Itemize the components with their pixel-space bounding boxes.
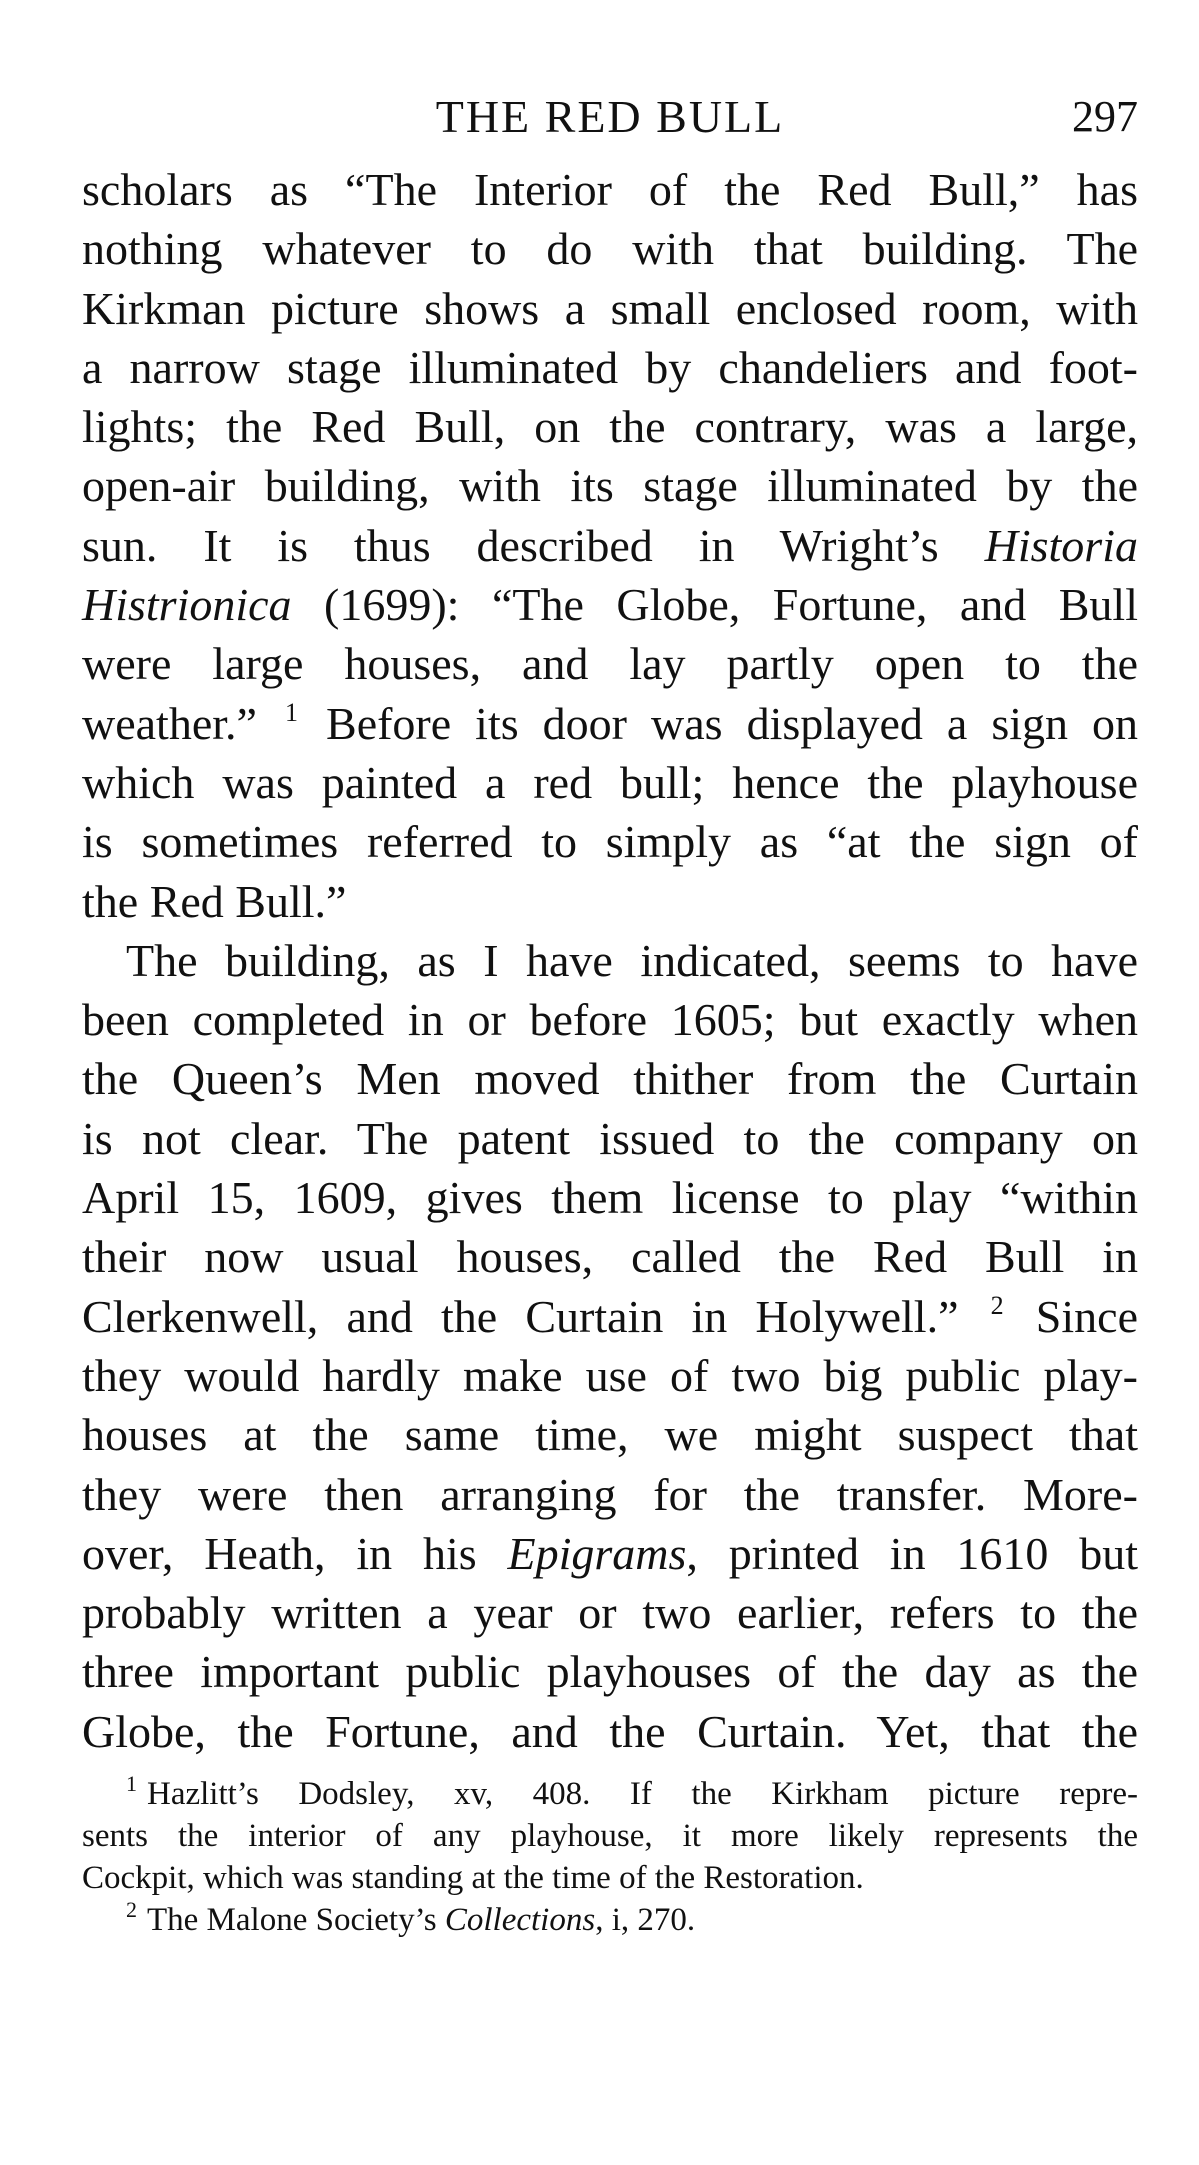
text-line: probably written a year or two earlier, refers to the (82, 1587, 1138, 1639)
paragraph-1 (82, 160, 1138, 931)
line-text: Since (1035, 1290, 1138, 1342)
italic-title: Epigrams (507, 1527, 687, 1579)
text-line (82, 516, 1138, 575)
text-line: the Queen’s Men moved thither from the Curtain (82, 1053, 1138, 1105)
text-line: houses at the same time, we might suspect that (82, 1409, 1138, 1461)
italic-title: Collections (444, 1902, 596, 1939)
text-line (82, 1287, 1138, 1346)
footnotes (82, 1773, 1138, 1941)
footnote-1-line (82, 1773, 1138, 1815)
text-line: nothing whatever to do with that building. The (82, 223, 1138, 275)
text-line: three important public playhouses of the day as the (82, 1646, 1138, 1698)
text-line: a narrow stage illuminated by chandeliers and foot- (82, 341, 1138, 393)
line-text: , printed in 1610 but (686, 1527, 1138, 1579)
text-line (82, 575, 1138, 634)
footnote-1-line: Cockpit, which was standing at the time of the Restoration. (82, 1860, 864, 1897)
text-line: been completed in or before 1605; but exactly when (82, 994, 1138, 1046)
footnote-2-line (82, 1899, 1138, 1941)
text-line: were large houses, and lay partly open to the (82, 638, 1138, 690)
paragraph-2 (82, 931, 1138, 1761)
text-line (82, 694, 1138, 753)
text-line: open-air building, with its stage illuminated by the (82, 460, 1138, 512)
footnote-text: , i, 270. (595, 1902, 696, 1939)
italic-title: Historia (984, 519, 1138, 571)
footnote-ref-1[interactable]: 1 (284, 697, 298, 727)
text-line: they would hardly make use of two big public play- (82, 1349, 1138, 1401)
running-head: THE RED BULL (435, 91, 785, 142)
line-text: over, Heath, in his (82, 1527, 508, 1579)
text-line: Globe, the Fortune, and the Curtain. Yet, that the (82, 1705, 1138, 1757)
page-number: 297 (1072, 92, 1138, 141)
text-line: which was painted a red bull; hence the playhouse (82, 756, 1138, 808)
text-line: their now usual houses, called the Red Bull in (82, 1231, 1138, 1283)
footnote-ref-2[interactable]: 2 (990, 1290, 1004, 1320)
line-text: Before its door was displayed a sign on (326, 697, 1139, 749)
text-line: is not clear. The patent issued to the company on (82, 1112, 1138, 1164)
text-line (82, 1524, 1138, 1583)
book-page (82, 80, 1138, 1941)
line-text: weather.” (82, 697, 257, 749)
italic-title: Histrionica (82, 579, 292, 631)
footnote-mark-2: 2 (126, 1897, 137, 1923)
footnote-text: The Malone Society’s (147, 1902, 445, 1939)
text-line: is sometimes referred to simply as “at the sign of (82, 816, 1138, 868)
text-line: scholars as “The Interior of the Red Bull,” has (82, 164, 1138, 215)
page-header (82, 80, 1138, 154)
text-line: lights; the Red Bull, on the contrary, was a large, (82, 401, 1138, 453)
line-text: sun. It is thus described in Wright’s (82, 519, 985, 571)
footnote-mark-1: 1 (126, 1771, 137, 1797)
line-text: Clerkenwell, and the Curtain in Holywell.” (82, 1290, 959, 1342)
text-line: the Red Bull.” (82, 875, 347, 927)
text-line: April 15, 1609, gives them license to play “within (82, 1172, 1138, 1224)
body-text (82, 160, 1138, 1761)
footnote-1-line: sents the interior of any playhouse, it more likely represents the (82, 1818, 1138, 1855)
text-line: they were then arranging for the transfer. More- (82, 1468, 1138, 1520)
line-text: (1699): “The Globe, Fortune, and Bull (291, 579, 1138, 631)
footnote-text: Hazlitt’s Dodsley, xv, 408. If the Kirkham picture repre- (147, 1776, 1138, 1813)
text-line: The building, as I have indicated, seems to have (126, 934, 1138, 986)
text-line: Kirkman picture shows a small enclosed room, with (82, 282, 1138, 334)
